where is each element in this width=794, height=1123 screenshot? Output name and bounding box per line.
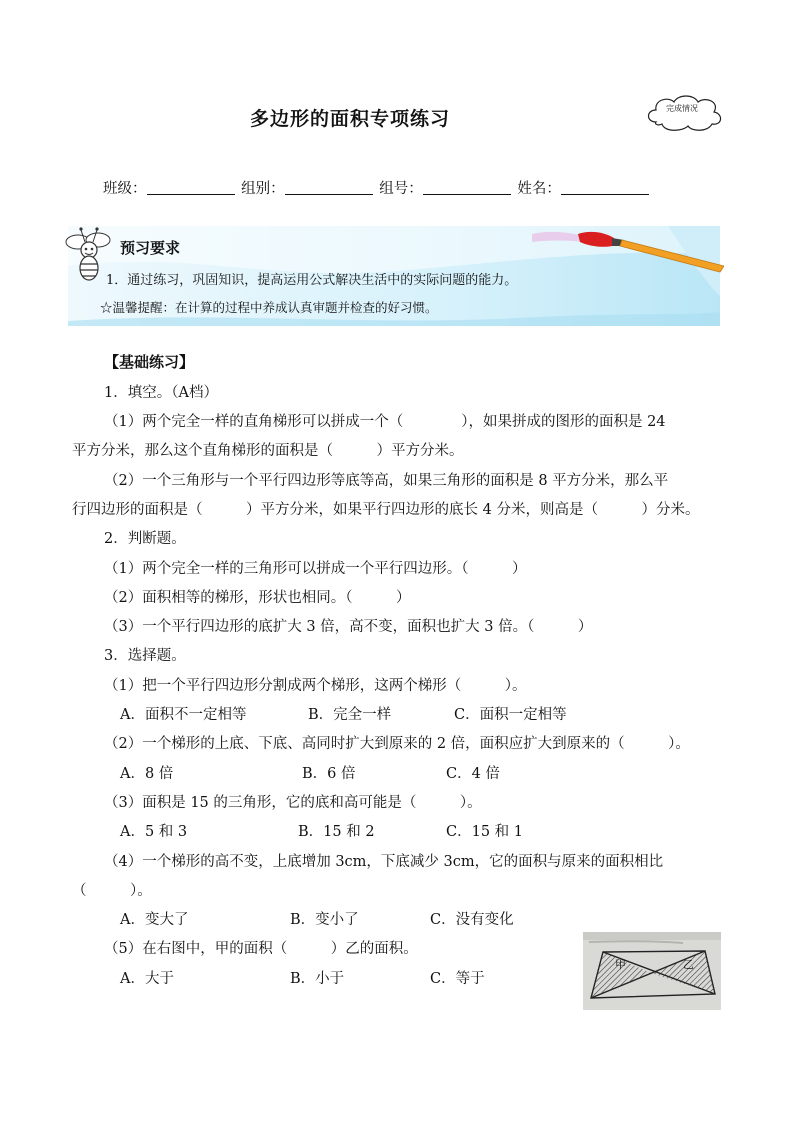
q2-item: （3）一个平行四边形的底扩大 3 倍，高不变，面积也扩大 3 倍。（ ） xyxy=(104,619,593,635)
section-title: 【基础练习】 xyxy=(104,353,195,371)
page-title: 多边形的面积专项练习 xyxy=(249,108,450,130)
q2-item: （1）两个完全一样的三角形可以拼成一个平行四边形。（ ） xyxy=(104,561,527,577)
q3-5-option-c[interactable]: C．等于 xyxy=(430,971,485,987)
q3-3-option-c[interactable]: C．15 和 1 xyxy=(446,824,523,840)
q2-item: （2）面积相等的梯形，形状也相同。（ ） xyxy=(104,590,411,606)
class-blank[interactable] xyxy=(147,180,235,195)
q3-5-option-b[interactable]: B．小于 xyxy=(290,971,345,987)
q1-part1-line2: 平方分米，那么这个直角梯形的面积是（ ）平方分米。 xyxy=(72,443,464,459)
q3-4-option-a[interactable]: A．变大了 xyxy=(120,912,189,928)
q1-part2-line2: 行四边形的面积是（ ）平方分米，如果平行四边形的底长 4 分米，则高是（ ）分米。 xyxy=(72,502,700,518)
q3-1-option-b[interactable]: B．完全一样 xyxy=(308,707,392,723)
figure-label-jia: 甲 xyxy=(615,958,626,971)
q3-5-stem: （5）在右图中，甲的面积（ ）乙的面积。 xyxy=(104,941,418,957)
q3-1-stem: （1）把一个平行四边形分割成两个梯形，这两个梯形（ ）。 xyxy=(104,678,527,694)
q3-4-stem-line2: （ ）。 xyxy=(72,883,152,899)
group-label: 组别： xyxy=(241,181,285,197)
q3-3-option-a[interactable]: A．5 和 3 xyxy=(120,824,188,840)
figure-label-yi: 乙 xyxy=(683,958,694,971)
q1-part1-line1: （1）两个完全一样的直角梯形可以拼成一个（ ），如果拼成的图形的面积是 24 xyxy=(104,414,666,430)
q3-4-option-b[interactable]: B．变小了 xyxy=(290,912,359,928)
q3-2-stem: （2）一个梯形的上底、下底、高同时扩大到原来的 2 倍，面积应扩大到原来的（ ）。 xyxy=(104,736,690,752)
trapezoid-figure xyxy=(583,932,721,1010)
q3-5-option-a[interactable]: A．大于 xyxy=(120,971,174,987)
q3-2-option-b[interactable]: B．6 倍 xyxy=(302,766,356,782)
q3-4-stem-line1: （4）一个梯形的高不变，上底增加 3cm，下底减少 3cm，它的面积与原来的面积相比 xyxy=(104,854,664,870)
name-label: 姓名： xyxy=(517,181,561,197)
q3-2-option-c[interactable]: C．4 倍 xyxy=(446,766,500,782)
group-number-blank[interactable] xyxy=(423,180,511,195)
group-blank[interactable] xyxy=(285,180,373,195)
q3-2-option-a[interactable]: A．8 倍 xyxy=(120,766,174,782)
q3-1-option-c[interactable]: C．面积一定相等 xyxy=(454,707,567,723)
q3-4-option-c[interactable]: C．没有变化 xyxy=(430,912,514,928)
name-blank[interactable] xyxy=(561,180,649,195)
paintbrush-icon xyxy=(528,226,724,274)
q3-3-stem: （3）面积是 15 的三角形，它的底和高可能是（ ）。 xyxy=(104,795,482,811)
q3-3-option-b[interactable]: B．15 和 2 xyxy=(298,824,375,840)
q1-part2-line1: （2）一个三角形与一个平行四边形等底等高，如果三角形的面积是 8 平方分米，那么平 xyxy=(104,473,669,489)
student-info-row xyxy=(103,177,651,198)
q2-heading: 2．判断题。 xyxy=(104,531,186,547)
group-number-label: 组号： xyxy=(379,181,423,197)
q3-heading: 3．选择题。 xyxy=(104,648,186,664)
cloud-label: 完成情况 xyxy=(666,104,698,113)
class-label: 班级： xyxy=(103,181,147,197)
preview-title: 预习要求 xyxy=(120,239,181,257)
preview-requirement: 1．通过练习，巩固知识，提高运用公式解决生活中的实际问题的能力。 xyxy=(106,273,518,288)
q3-1-option-a[interactable]: A．面积不一定相等 xyxy=(120,707,247,723)
preview-reminder: ☆温馨提醒：在计算的过程中养成认真审题并检查的好习惯。 xyxy=(100,300,438,315)
q1-heading: 1．填空。（A档） xyxy=(104,385,218,401)
